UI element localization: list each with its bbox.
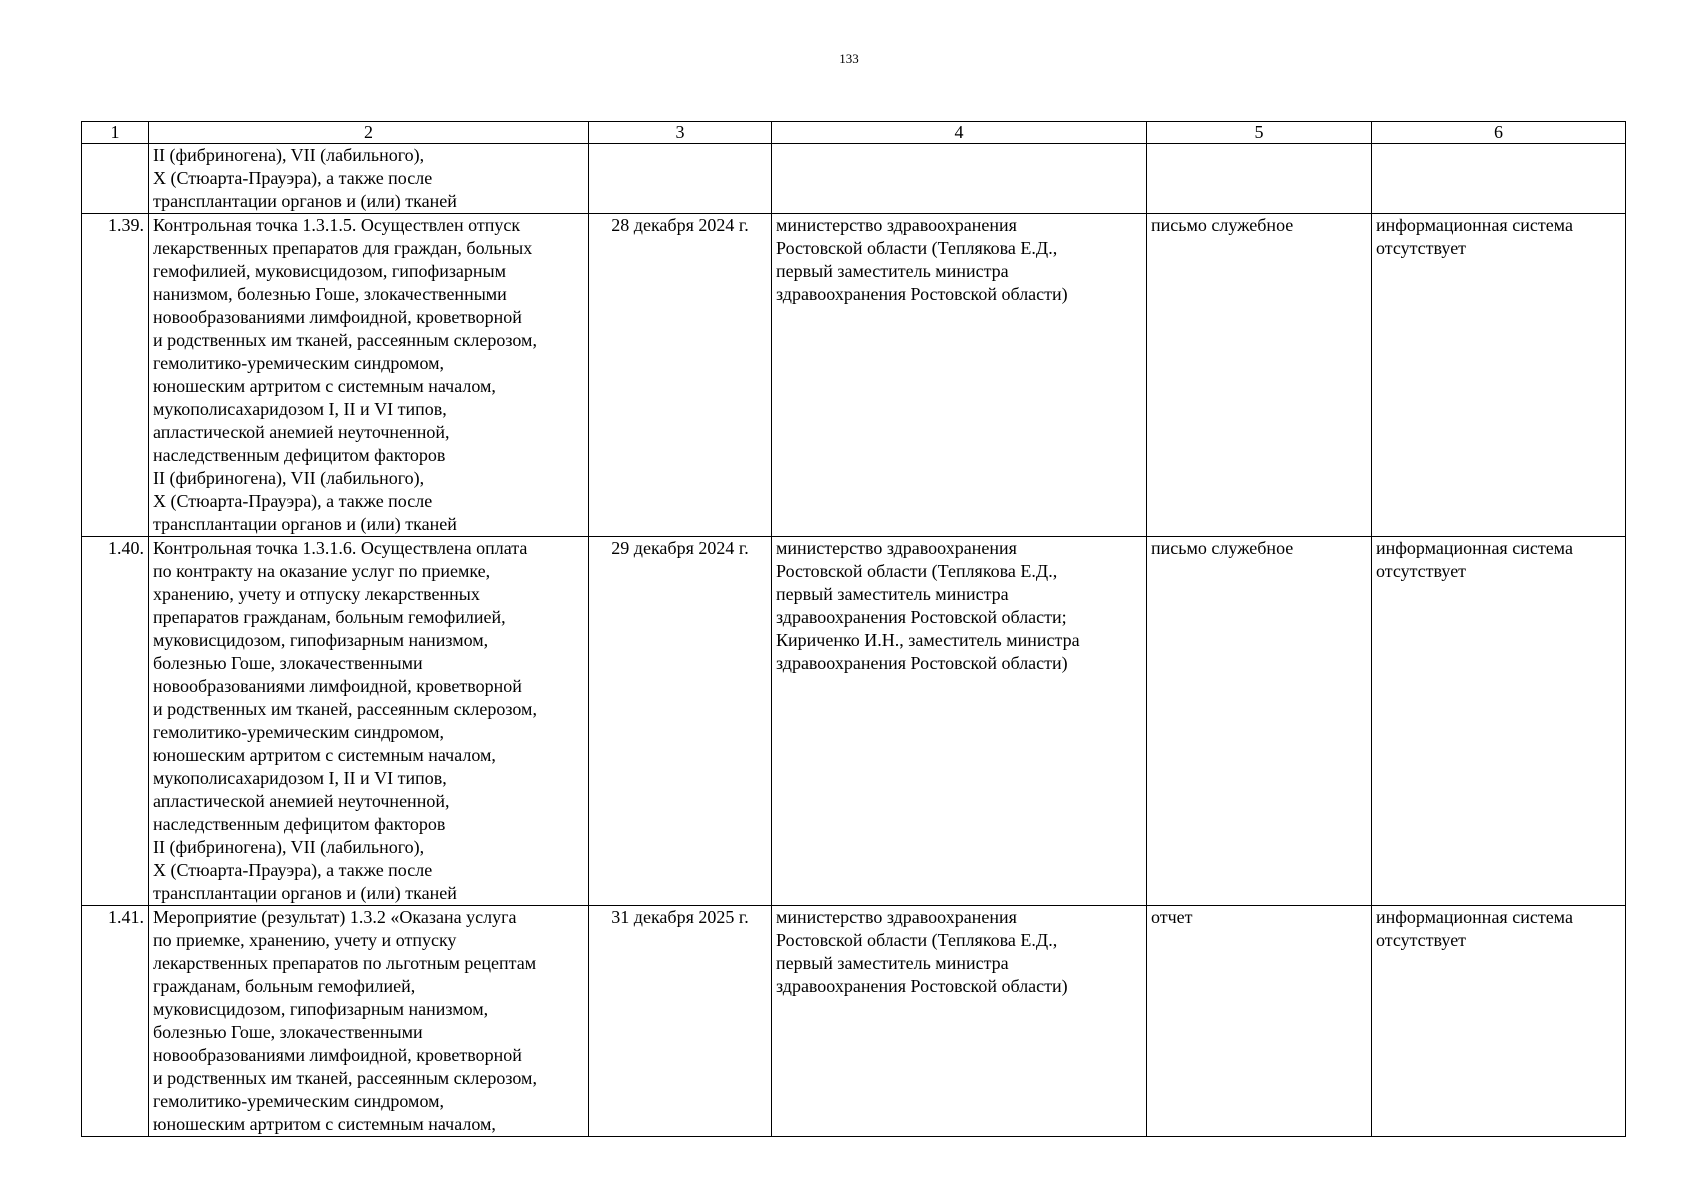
document-cell: письмо служебное bbox=[1147, 537, 1372, 906]
date-cell: 28 декабря 2024 г. bbox=[589, 214, 772, 537]
page-number: 133 bbox=[839, 51, 859, 66]
date-cell: 29 декабря 2024 г. bbox=[589, 537, 772, 906]
info-system-cell bbox=[1372, 144, 1626, 214]
date-cell: 31 декабря 2025 г. bbox=[589, 906, 772, 1137]
info-system-cell: информационная система отсутствует bbox=[1372, 214, 1626, 537]
table-body bbox=[82, 144, 1626, 1137]
column-header-3: 3 bbox=[589, 122, 772, 144]
column-header-1: 1 bbox=[82, 122, 149, 144]
document-cell bbox=[1147, 144, 1372, 214]
table-row-1-40 bbox=[82, 537, 1626, 906]
column-header-2: 2 bbox=[149, 122, 589, 144]
info-system-cell: информационная система отсутствует bbox=[1372, 906, 1626, 1137]
row-number-cell: 1.39. bbox=[82, 214, 149, 537]
event-cell: Мероприятие (результат) 1.3.2 «Оказана услуга по приемке, хранению, учету и отпуску лекарственных препаратов по льготным рецептам гражданам, больным гемофилией, муковисцидозом, гипофизарным нанизмом, болезнью Гоше, злокачественными новообразованиями лимфоидной, кроветворной и родственных им тканей, рассеянным склерозом, гемолитико-уремическим синдромом, юношеским артритом с системным началом, bbox=[149, 906, 589, 1137]
responsible-cell: министерство здравоохранения Ростовской области (Теплякова Е.Д., первый заместитель министра здравоохранения Ростовской области) bbox=[772, 214, 1147, 537]
row-number-cell: 1.40. bbox=[82, 537, 149, 906]
info-system-cell: информационная система отсутствует bbox=[1372, 537, 1626, 906]
column-header-5: 5 bbox=[1147, 122, 1372, 144]
column-header-4: 4 bbox=[772, 122, 1147, 144]
table-header bbox=[82, 122, 1626, 144]
table-row-continuation bbox=[82, 144, 1626, 214]
responsible-cell: министерство здравоохранения Ростовской области (Теплякова Е.Д., первый заместитель министра здравоохранения Ростовской области) bbox=[772, 906, 1147, 1137]
table-row-1-39 bbox=[82, 214, 1626, 537]
date-cell bbox=[589, 144, 772, 214]
document-cell: письмо служебное bbox=[1147, 214, 1372, 537]
event-cell: Контрольная точка 1.3.1.5. Осуществлен отпуск лекарственных препаратов для граждан, больных гемофилией, муковисцидозом, гипофизарным нанизмом, болезнью Гоше, злокачественными новообразованиями лимфоидной, кроветворной и родственных им тканей, рассеянным склерозом, гемолитико-уремическим синдромом, юношеским артритом с системным началом, мукополисахаридозом I, II и VI типов, апластической анемией неуточненной, наследственным дефицитом факторов II (фибриногена), VII (лабильного), X (Стюарта-Прауэра), а также после трансплантации органов и (или) тканей bbox=[149, 214, 589, 537]
event-cell: II (фибриногена), VII (лабильного), X (Стюарта-Прауэра), а также после трансплантации органов и (или) тканей bbox=[149, 144, 589, 214]
event-cell: Контрольная точка 1.3.1.6. Осуществлена оплата по контракту на оказание услуг по приемке, хранению, учету и отпуску лекарственных препаратов гражданам, больным гемофилией, муковисцидозом, гипофизарным нанизмом, болезнью Гоше, злокачественными новообразованиями лимфоидной, кроветворной и родственных им тканей, рассеянным склерозом, гемолитико-уремическим синдромом, юношеским артритом с системным началом, мукополисахаридозом I, II и VI типов, апластической анемией неуточненной, наследственным дефицитом факторов II (фибриногена), VII (лабильного), X (Стюарта-Прауэра), а также после трансплантации органов и (или) тканей bbox=[149, 537, 589, 906]
plan-table bbox=[81, 121, 1626, 1137]
document-cell: отчет bbox=[1147, 906, 1372, 1137]
table-row-1-41 bbox=[82, 906, 1626, 1137]
responsible-cell: министерство здравоохранения Ростовской области (Теплякова Е.Д., первый заместитель министра здравоохранения Ростовской области; Кириченко И.Н., заместитель министра здравоохранения Ростовской области) bbox=[772, 537, 1147, 906]
header-row bbox=[82, 122, 1626, 144]
row-number-cell bbox=[82, 144, 149, 214]
column-header-6: 6 bbox=[1372, 122, 1626, 144]
row-number-cell: 1.41. bbox=[82, 906, 149, 1137]
responsible-cell bbox=[772, 144, 1147, 214]
